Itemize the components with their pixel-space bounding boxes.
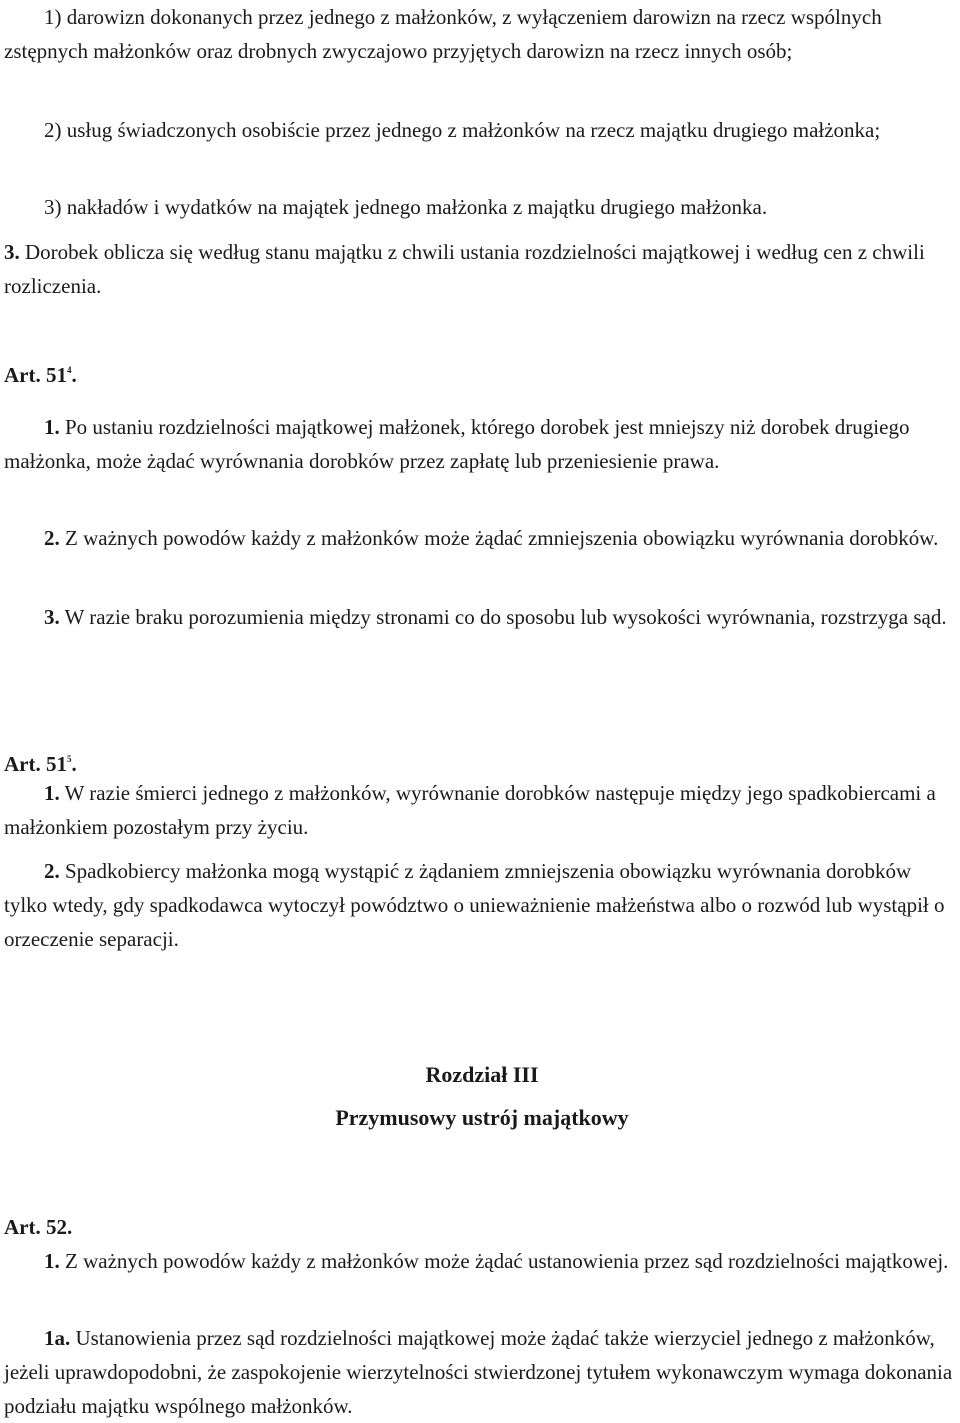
article-tail: .: [71, 752, 77, 776]
article-heading-52: [4, 1210, 72, 1244]
section-number: 1.: [44, 1249, 60, 1273]
art515-section-1: [4, 776, 958, 844]
article-title: Art. 51: [4, 363, 67, 387]
section-text: Ustanowienia przez sąd rozdzielności majątkowej może żądać także wierzyciel jednego z małżonków, jeżeli uprawdopodobni, że zaspokojenie wierzytelności stwierdzonej tytułem wykonawczym wymaga dokonania podziału majątku wspólnego małżonków.: [4, 1326, 953, 1418]
article-heading-51-4: [4, 353, 77, 392]
article-superscript: 4: [66, 365, 72, 375]
art52-section-1a: [4, 1321, 958, 1423]
article-superscript: 5: [66, 754, 72, 764]
list-item-1: [4, 0, 958, 68]
section-number: 2.: [44, 526, 60, 550]
art514-section-2: [4, 521, 958, 555]
section-3-paragraph: [4, 235, 958, 303]
art514-section-3: [4, 600, 958, 634]
section-text: Spadkobiercy małżonka mogą wystąpić z żądaniem zmniejszenia obowiązku wyrównania dorobków tylko wtedy, gdy spadkodawca wytoczył powództwo o unieważnienie małżeństwa albo o rozwód lub wystąpił o orzeczenie separacji.: [4, 859, 945, 951]
art515-section-2: [4, 854, 958, 956]
list-item-3: [4, 190, 958, 224]
list-item-2: [4, 113, 958, 147]
section-text: Z ważnych powodów każdy z małżonków może żądać ustanowienia przez sąd rozdzielności majątkowej.: [59, 1249, 949, 1273]
section-text: W razie braku porozumienia między stronami co do sposobu lub wysokości wyrównania, rozstrzyga sąd.: [59, 605, 947, 629]
section-number: 1a.: [44, 1326, 71, 1350]
art514-section-1: [4, 410, 958, 478]
chapter-title: Przymusowy ustrój majątkowy: [335, 1105, 629, 1130]
section-number: 3.: [4, 240, 20, 264]
list-item-3-text: 3) nakładów i wydatków na majątek jednego małżonka z majątku drugiego małżonka.: [44, 195, 768, 219]
section-text: Po ustaniu rozdzielności majątkowej małżonek, którego dorobek jest mniejszy niż dorobek drugiego małżonka, może żądać wyrównania dorobków przez zapłatę lub przeniesienie prawa.: [4, 415, 910, 473]
section-text: Z ważnych powodów każdy z małżonków może żądać zmniejszenia obowiązku wyrównania dorobków.: [59, 526, 939, 550]
art52-section-1: [4, 1244, 958, 1278]
section-text: Dorobek oblicza się według stanu majątku z chwili ustania rozdzielności majątkowej i według cen z chwili rozliczenia.: [4, 240, 925, 298]
section-number: 1.: [44, 415, 60, 439]
section-text: W razie śmierci jednego z małżonków, wyrównanie dorobków następuje między jego spadkobiercami a małżonkiem pozostałym przy życiu.: [4, 781, 936, 839]
list-item-1-text: 1) darowizn dokonanych przez jednego z małżonków, z wyłączeniem darowizn na rzecz wspólnych zstępnych małżonków oraz drobnych zwyczajowo przyjętych darowizn na rzecz innych osób;: [4, 5, 882, 63]
section-number: 3.: [44, 605, 60, 629]
list-item-2-text: 2) usług świadczonych osobiście przez jednego z małżonków na rzecz majątku drugiego małżonka;: [44, 118, 881, 142]
article-tail: .: [71, 363, 77, 387]
article-title: Art. 52.: [4, 1215, 73, 1239]
article-title: Art. 51: [4, 752, 67, 776]
section-number: 1.: [44, 781, 60, 805]
section-number: 2.: [44, 859, 60, 883]
chapter-number: Rozdział III: [425, 1062, 539, 1087]
